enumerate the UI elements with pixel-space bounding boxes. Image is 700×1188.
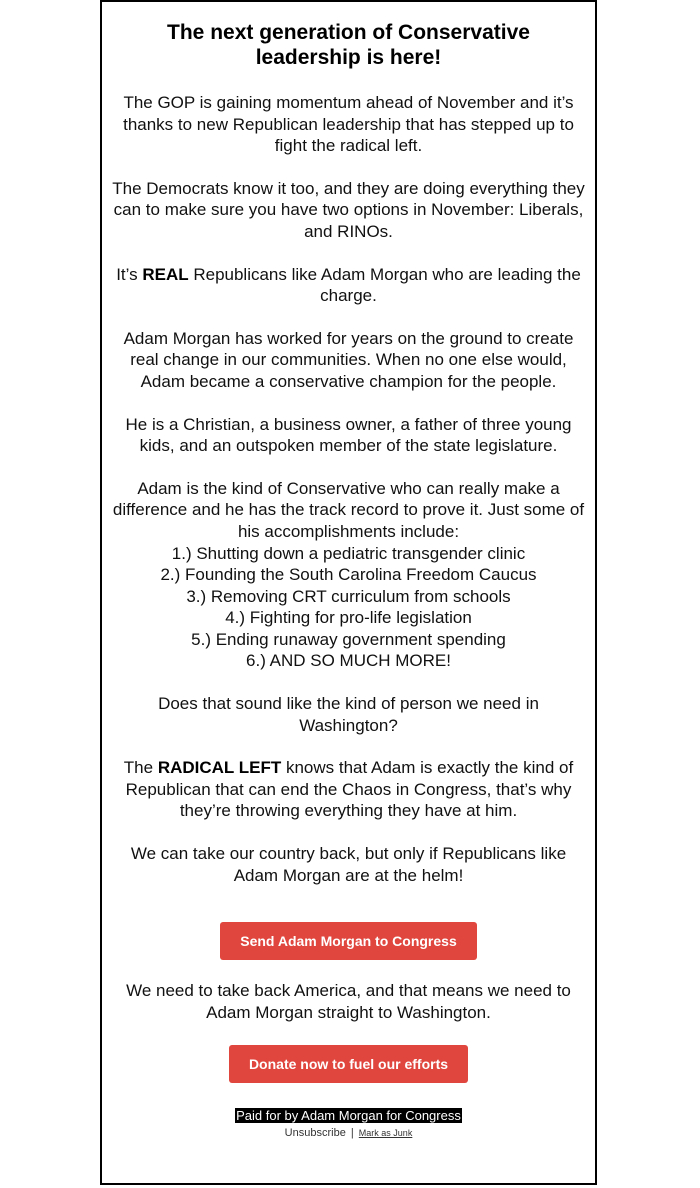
paragraph-radical-suffix: knows that Adam is exactly the kind of Republican that can end the Chaos in Congress, that’s why they’re throwing everything they have at him. <box>125 758 574 821</box>
paragraph-real-prefix: It’s <box>116 264 143 284</box>
email-footer <box>112 1107 585 1140</box>
email-body <box>112 20 585 1140</box>
paragraph-worked-for-years: Adam Morgan has worked for years on the ground to create real change in our communities. When no one else would, Adam became a conservative champion for the people. <box>123 328 574 391</box>
paragraph-take-country-back: We can take our country back, but only if Republicans like Adam Morgan are at the helm! <box>130 844 567 885</box>
radical-left-emphasis: RADICAL LEFT <box>157 758 282 778</box>
accomplishments-intro: Adam is the kind of Conservative who can really make a difference and he has the track record to prove it. Just some of his accomplishments include: <box>112 478 585 541</box>
accomplishment-item: 6.) AND SO MUCH MORE! <box>246 651 451 671</box>
accomplishment-item: 1.) Shutting down a pediatric transgender clinic <box>171 543 526 563</box>
paragraph-radical-left <box>112 757 585 822</box>
donate-now-button[interactable]: Donate now to fuel our efforts <box>229 1045 468 1083</box>
accomplishment-item: 2.) Founding the South Carolina Freedom Caucus <box>160 565 537 585</box>
unsubscribe-link[interactable]: Unsubscribe <box>284 1127 346 1140</box>
cta-wrap-congress <box>112 922 585 960</box>
footer-links <box>112 1126 585 1140</box>
paragraph-real-republicans <box>112 264 585 307</box>
accomplishment-item: 4.) Fighting for pro-life legislation <box>225 608 472 628</box>
paragraph-radical-prefix: The <box>123 758 158 778</box>
paragraph-washington-question: Does that sound like the kind of person we need in Washington? <box>158 694 539 735</box>
footer-separator: | <box>350 1127 354 1140</box>
paragraph-gop-momentum: The GOP is gaining momentum ahead of November and it’s thanks to new Republican leadership that has stepped up to fight the radical left. <box>123 93 574 156</box>
email-frame <box>100 0 597 1185</box>
accomplishment-item: 3.) Removing CRT curriculum from schools <box>186 586 511 606</box>
mark-as-junk-link[interactable]: Mark as Junk <box>358 1128 413 1139</box>
accomplishments-list <box>112 543 585 673</box>
paid-for-disclaimer: Paid for by Adam Morgan for Congress <box>236 1108 461 1124</box>
paragraph-christian-business-owner: He is a Christian, a business owner, a father of three young kids, and an outspoken member of the state legislature. <box>125 414 572 456</box>
accomplishment-item: 5.) Ending runaway government spending <box>191 629 506 649</box>
real-emphasis: REAL <box>142 264 189 284</box>
send-to-congress-button[interactable]: Send Adam Morgan to Congress <box>220 922 477 960</box>
cta-wrap-donate <box>112 1045 585 1083</box>
accomplishments-section <box>112 478 585 672</box>
paragraph-take-back-america: We need to take back America, and that means we need to Adam Morgan straight to Washington. <box>126 981 571 1022</box>
email-headline: The next generation of Conservative leadership is here! <box>167 21 530 69</box>
paragraph-real-suffix: Republicans like Adam Morgan who are leading the charge. <box>188 264 581 306</box>
paragraph-democrats-know: The Democrats know it too, and they are doing everything they can to make sure you have two options in November: Liberals, and RINOs. <box>112 178 585 241</box>
